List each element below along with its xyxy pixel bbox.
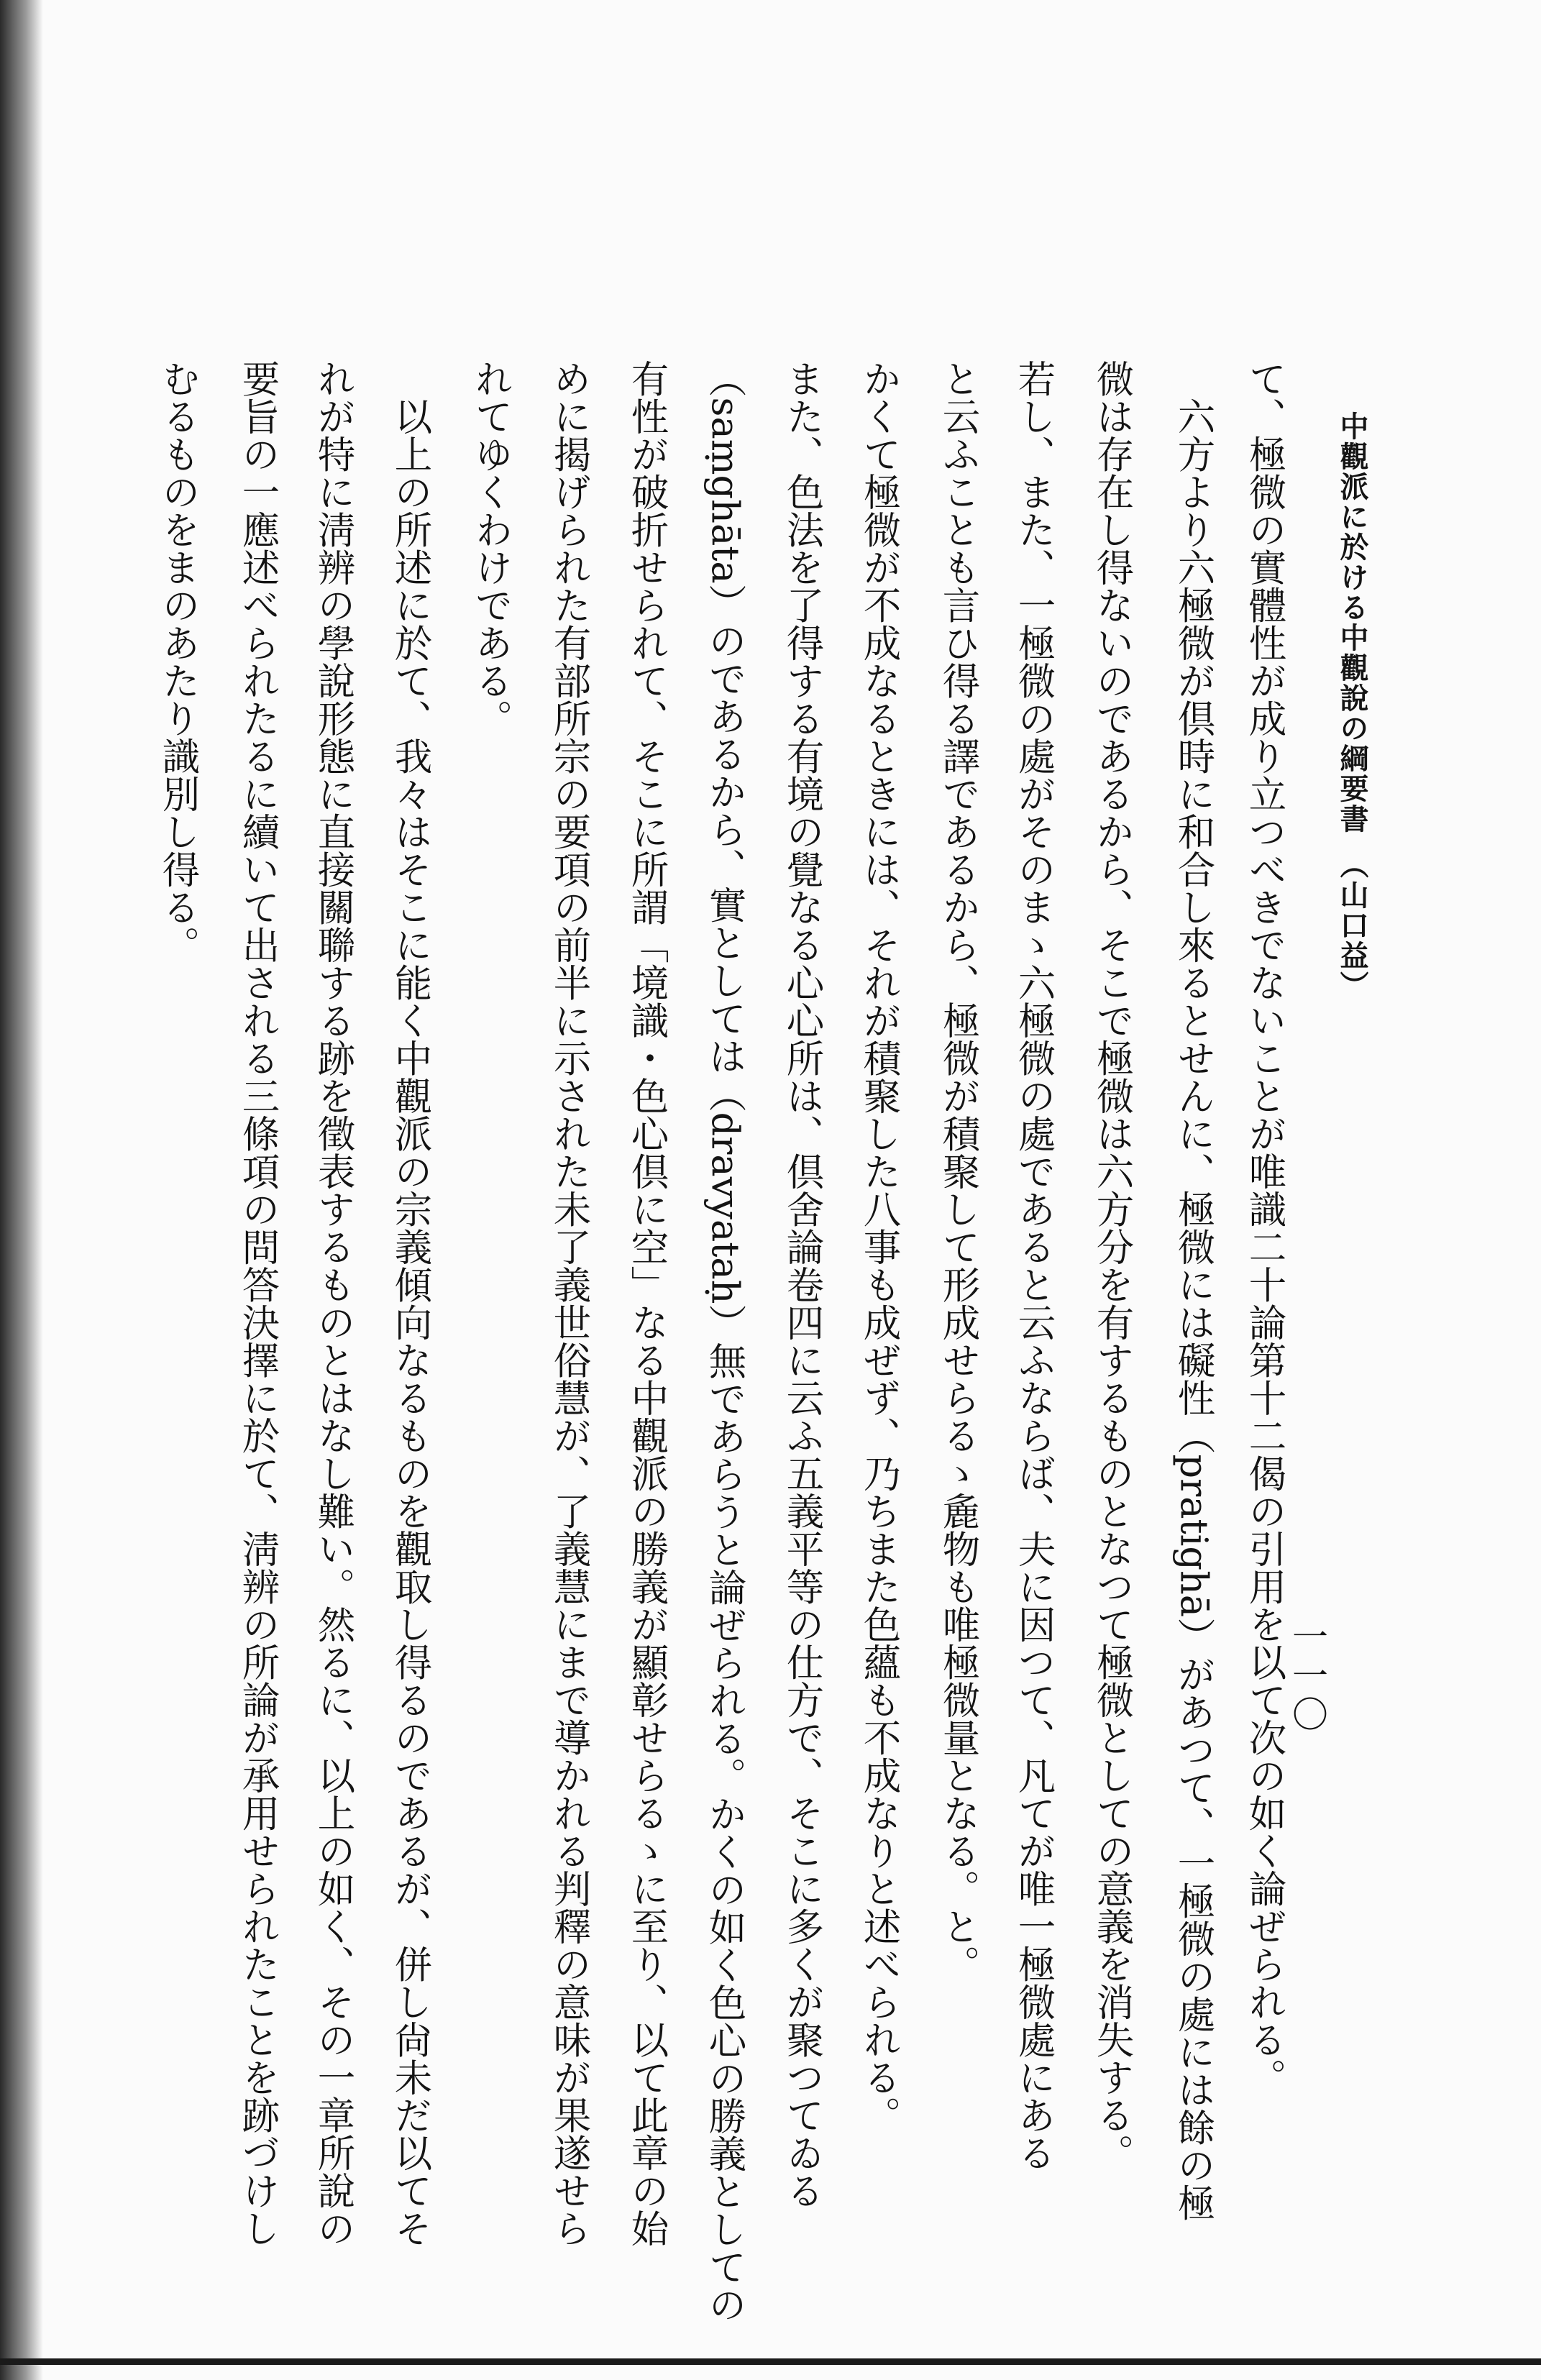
body-line: れてゆくわけである。 xyxy=(469,360,513,737)
body-line: 要旨の一應述べられたるに續いて出される三條項の問答決擇に於て、淸辨の所論が承用せられたことを跡づけし xyxy=(236,360,280,2247)
page-number: 一一〇 xyxy=(1286,1618,1328,1734)
body-line: かくて極微が不成なるときには、それが積聚した八事も成ぜず、乃ちまた色蘊も不成なりと述べられる。 xyxy=(857,360,902,2134)
body-line: 微は存在し得ないのであるから、そこで極微は六方分を有するものとなつて極微としての意義を消失する。 xyxy=(1090,360,1135,2171)
body-line: めに揭げられた有部所宗の要項の前半に示された未了義世俗慧が、了義慧にまで導かれる判釋の意味が果遂せら xyxy=(547,360,592,2247)
body-line: 以上の所述に於て、我々はそこに能く中觀派の宗義傾向なるものを觀取し得るのであるが、併し尙未だ以てそ xyxy=(388,360,433,2247)
body-line: 若し、また、一極微の處がそのまゝ六極微の處であると云ふならば、夫に因つて、凡てが唯一極微處にある xyxy=(1012,360,1056,2171)
body-line: （saṃghāta）のであるから、實としては（dravyataḥ）無であらうと論ぜられる。かくの如く色心の勝義としての xyxy=(703,360,747,2323)
bottom-border-rule xyxy=(0,2358,1541,2365)
binding-shadow xyxy=(0,0,43,2380)
body-line: 六方より六極微が倶時に和合し來るとせんに、極微には礙性（pratighā）があつて、一極微の處には餘の極 xyxy=(1171,360,1216,2222)
body-line: むるものをまのあたり識別し得る。 xyxy=(156,360,201,964)
body-line: と云ふことも言ひ得る譯であるから、極微が積聚して形成せらるゝ麁物も唯極微量となる。と。 xyxy=(936,360,981,1983)
body-line: て、極微の實體性が成り立つべきでないことが唯識二十論第十二偈の引用を以て次の如く論ぜられる。 xyxy=(1243,360,1287,2096)
body-line: また、色法を了得する有境の覺なる心心所は、倶舍論卷四に云ふ五義平等の仕方で、そこに多くが聚つてゐる xyxy=(780,360,825,2210)
body-line: れが特に淸辨の學說形態に直接關聯する跡を徵表するものとはなし難い。然るに、以上の如く、その一章所說の xyxy=(311,360,356,2247)
running-header-title: 中觀派に於ける中觀說の綱要書 （山口益） xyxy=(1335,411,1369,1001)
body-line: 有性が破折せられて、そこに所謂「境識・色心倶に空」なる中觀派の勝義が顯彰せらるゝに至り、以て此章の始 xyxy=(625,360,669,2247)
